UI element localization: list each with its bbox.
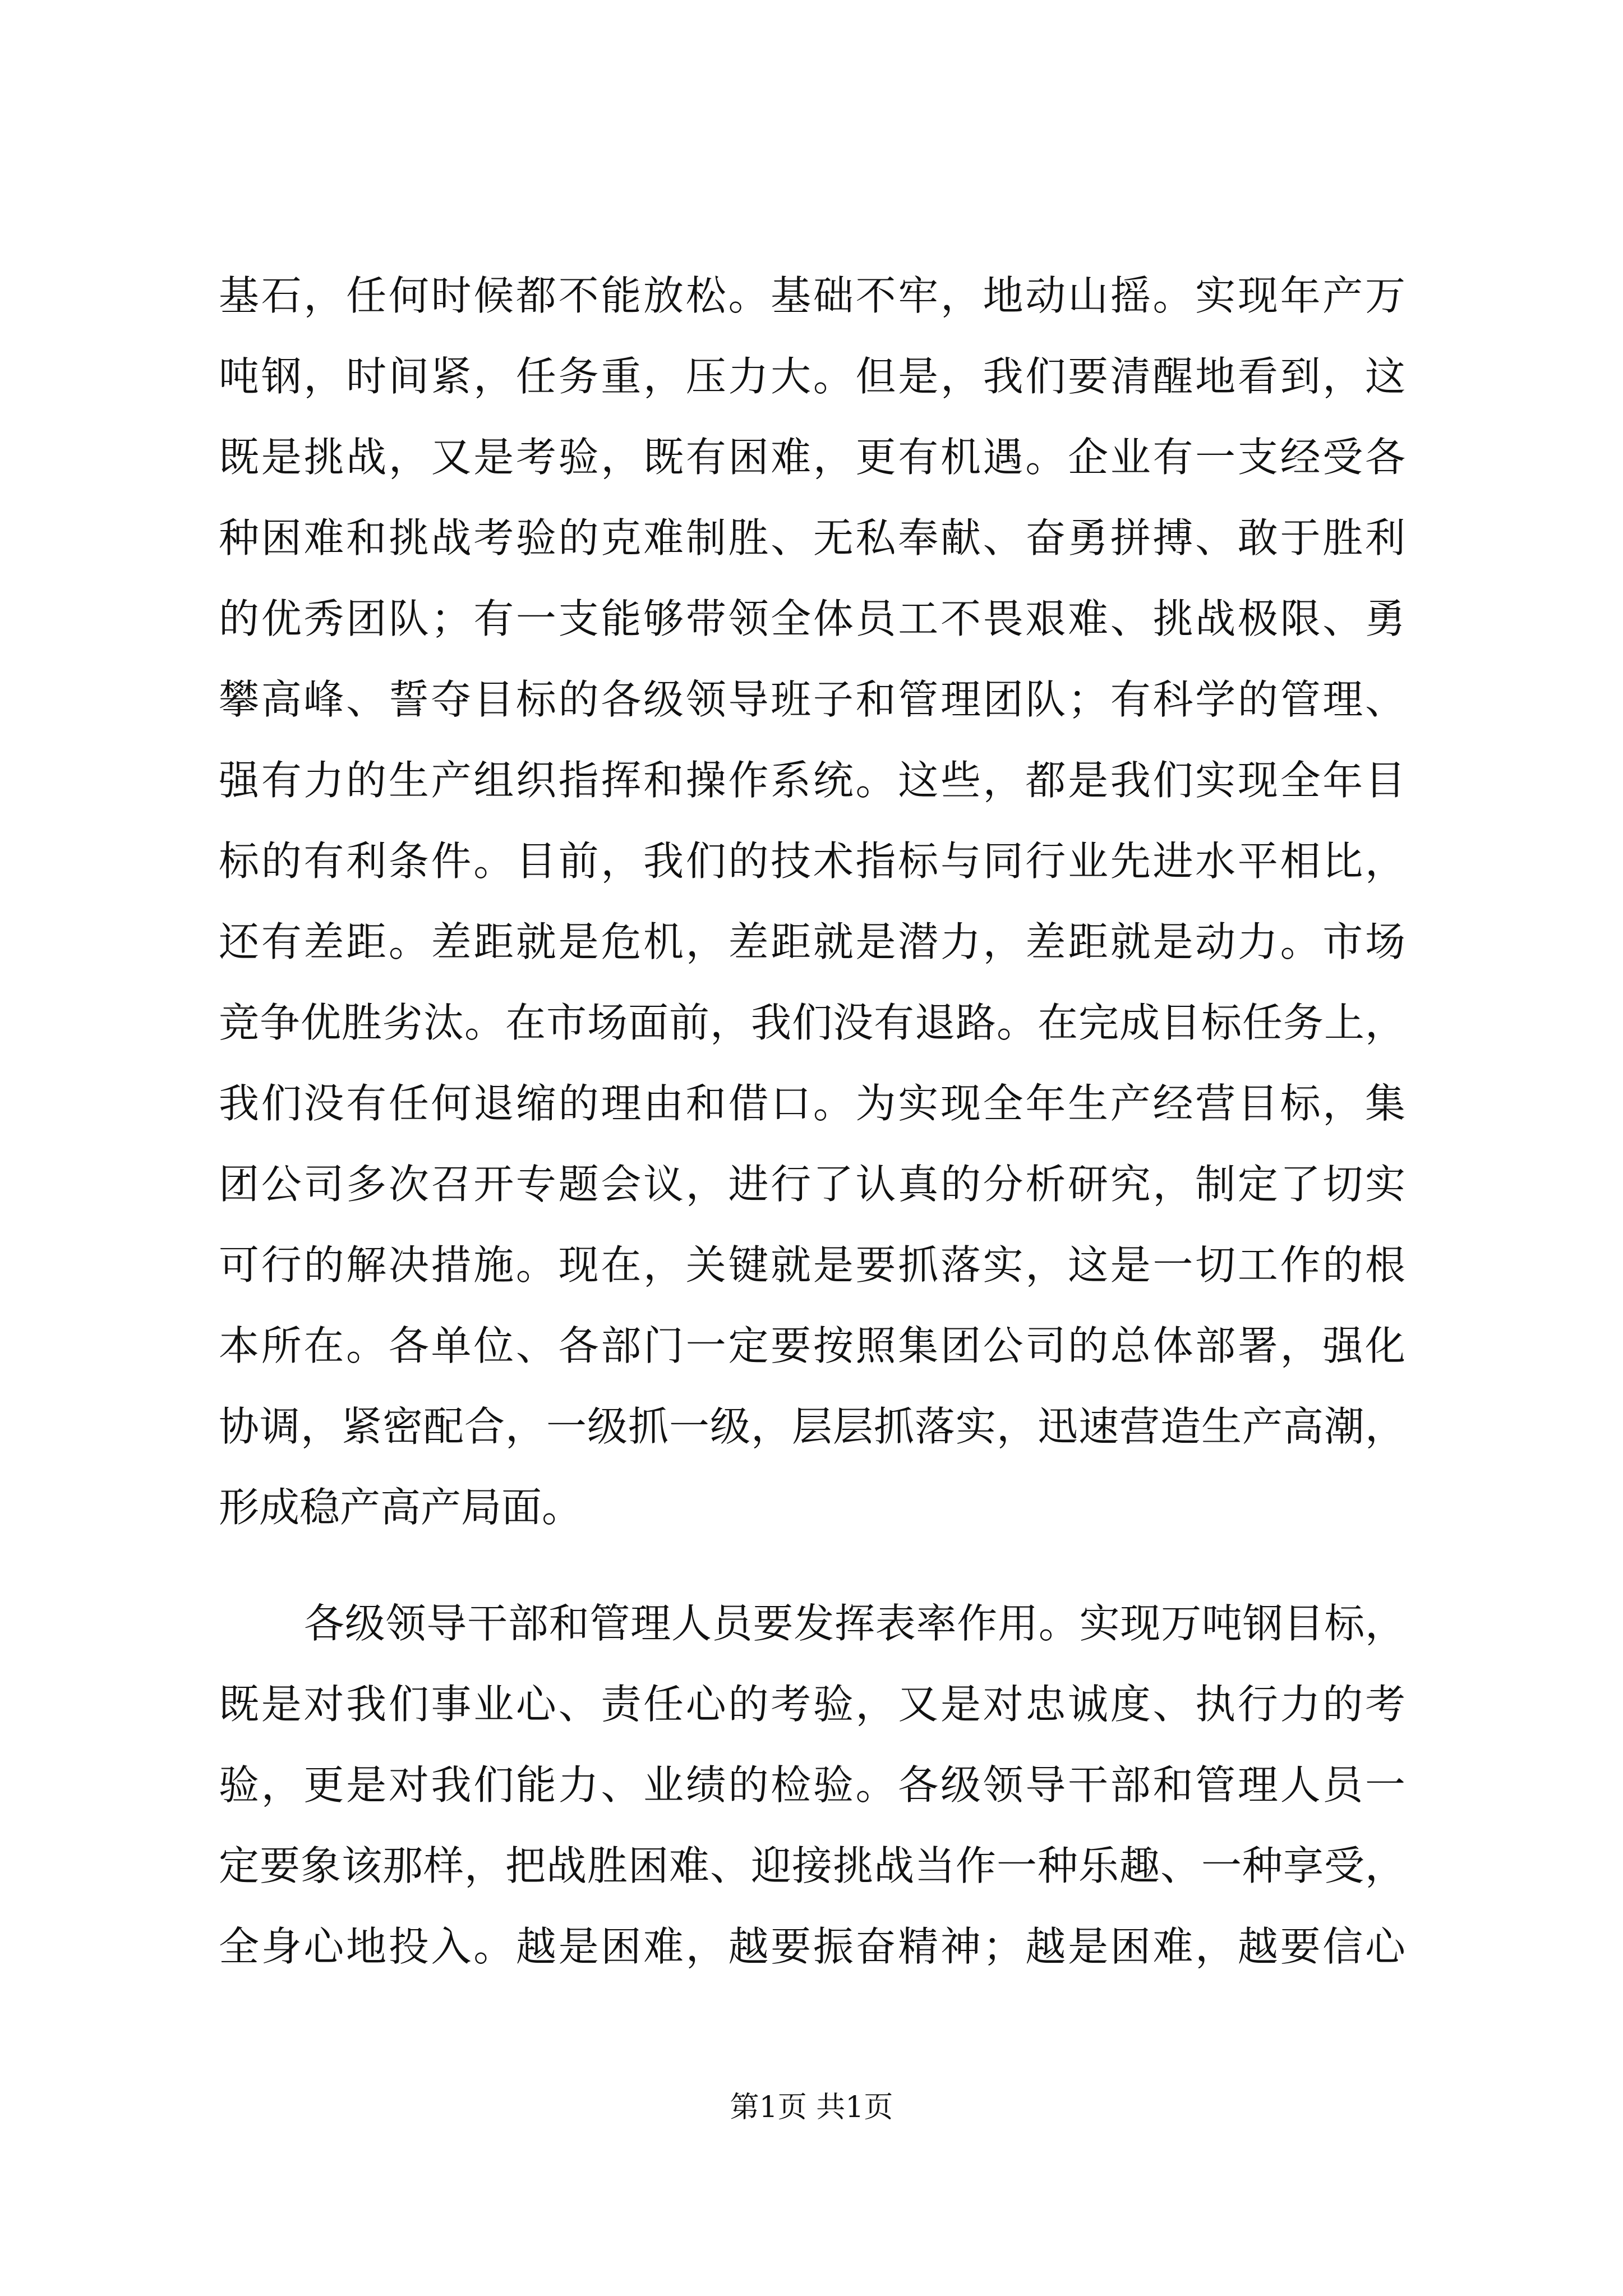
- text-line: 既是挑战，又是考验，既有困难，更有机遇。企业有一支经受各: [219, 434, 1405, 481]
- text-line: 标的有利条件。目前，我们的技术指标与同行业先进水平相比，: [219, 838, 1405, 885]
- document-body: [219, 255, 1405, 1987]
- text-line: 协调，紧密配合，一级抓一级，层层抓落实，迅速营造生产高潮，: [219, 1403, 1405, 1450]
- text-line: 既是对我们事业心、责任心的考验，又是对忠诚度、执行力的考: [219, 1681, 1405, 1728]
- text-line: 各级领导干部和管理人员要发挥表率作用。实现万吨钢目标，: [304, 1600, 1405, 1647]
- text-line: 基石，任何时候都不能放松。基础不牢，地动山摇。实现年产万: [219, 272, 1405, 319]
- text-line: 种困难和挑战考验的克难制胜、无私奉献、奋勇拼搏、敢于胜利: [219, 514, 1405, 562]
- paragraph: [219, 1583, 1405, 1987]
- text-line: 验，更是对我们能力、业绩的检验。各级领导干部和管理人员一: [219, 1761, 1405, 1809]
- text-line: 我们没有任何退缩的理由和借口。为实现全年生产经营目标，集: [219, 1080, 1405, 1127]
- page-footer: 第1页 共1页: [730, 2091, 893, 2124]
- text-line: 竞争优胜劣汰。在市场面前，我们没有退路。在完成目标任务上，: [219, 999, 1405, 1046]
- text-line: 的优秀团队；有一支能够带领全体员工不畏艰难、挑战极限、勇: [219, 595, 1405, 642]
- text-line: 定要象该那样，把战胜困难、迎接挑战当作一种乐趣、一种享受，: [219, 1842, 1405, 1889]
- text-line: 攀高峰、誓夺目标的各级领导班子和管理团队；有科学的管理、: [219, 676, 1405, 723]
- text-line: 还有差距。差距就是危机，差距就是潜力，差距就是动力。市场: [219, 918, 1405, 965]
- text-line: 吨钢，时间紧，任务重，压力大。但是，我们要清醒地看到，这: [219, 353, 1405, 400]
- text-line: 全身心地投入。越是困难，越要振奋精神；越是困难，越要信心: [219, 1923, 1405, 1970]
- text-line: 可行的解决措施。现在，关键就是要抓落实，这是一切工作的根: [219, 1241, 1405, 1289]
- text-line: 强有力的生产组织指挥和操作系统。这些，都是我们实现全年目: [219, 757, 1405, 804]
- paragraph: [219, 255, 1405, 1548]
- text-line: 形成稳产高产局面。: [219, 1484, 583, 1531]
- text-line: 团公司多次召开专题会议，进行了认真的分析研究，制定了切实: [219, 1161, 1405, 1208]
- text-line: 本所在。各单位、各部门一定要按照集团公司的总体部署，强化: [219, 1322, 1405, 1369]
